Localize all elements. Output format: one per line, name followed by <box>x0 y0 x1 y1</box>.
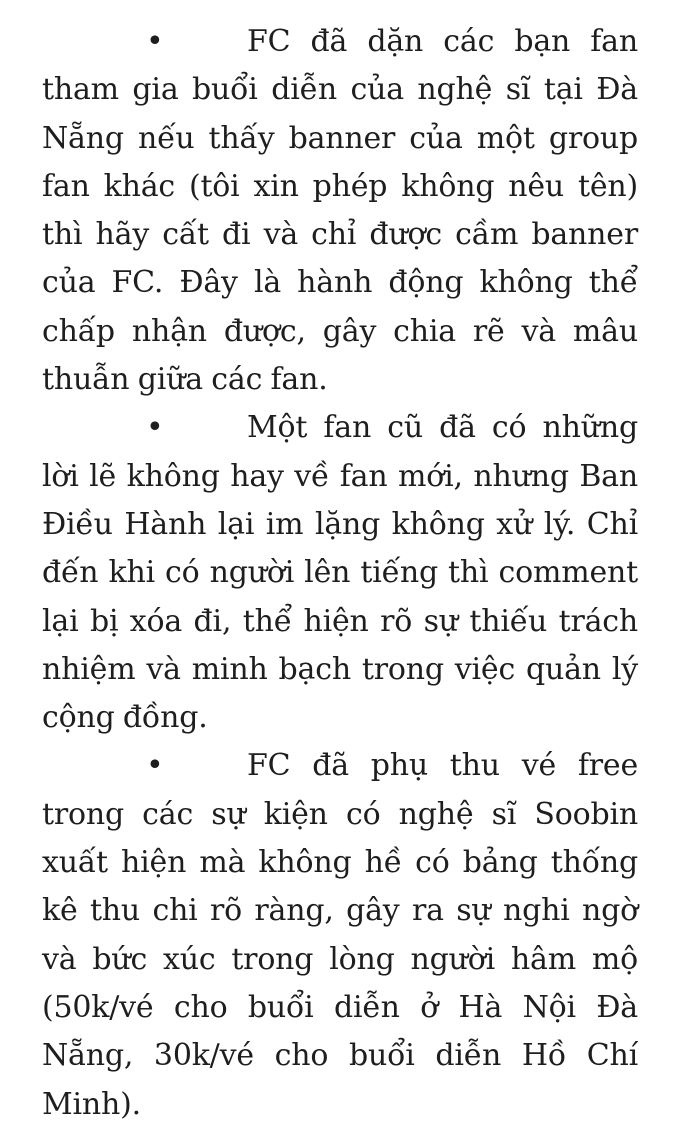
bullet-item-comment <box>42 404 638 742</box>
bullet-text: FC đã dặn các bạn fan tham gia buổi diễn của nghệ sĩ tại Đà Nẵng nếu thấy banner của một group fan khác (tôi xin phép không nêu tên) thì hãy cất đi và chỉ được cầm banner của FC. Đây là hành động không thể chấp nhận được, gây chia rẽ và mâu thuẫn giữa các fan. <box>42 24 638 398</box>
document-body <box>42 18 638 1129</box>
bullet-icon: • <box>146 748 164 784</box>
bullet-item-banner <box>42 18 638 404</box>
bullet-item-ticket-fee <box>42 742 638 1128</box>
bullet-text: FC đã phụ thu vé free trong các sự kiện có nghệ sĩ Soobin xuất hiện mà không hề có bảng thống kê thu chi rõ ràng, gây ra sự nghi ngờ và bức xúc trong lòng người hâm mộ (50k/vé cho buổi diễn ở Hà Nội Đà Nẵng, 30k/vé cho buổi diễn Hồ Chí Minh). <box>42 748 638 1122</box>
bullet-icon: • <box>146 410 164 446</box>
bullet-text: Một fan cũ đã có những lời lẽ không hay về fan mới, nhưng Ban Điều Hành lại im lặng không xử lý. Chỉ đến khi có người lên tiếng thì comment lại bị xóa đi, thể hiện rõ sự thiếu trách nhiệm và minh bạch trong việc quản lý cộng đồng. <box>42 410 638 736</box>
bullet-icon: • <box>146 24 164 59</box>
